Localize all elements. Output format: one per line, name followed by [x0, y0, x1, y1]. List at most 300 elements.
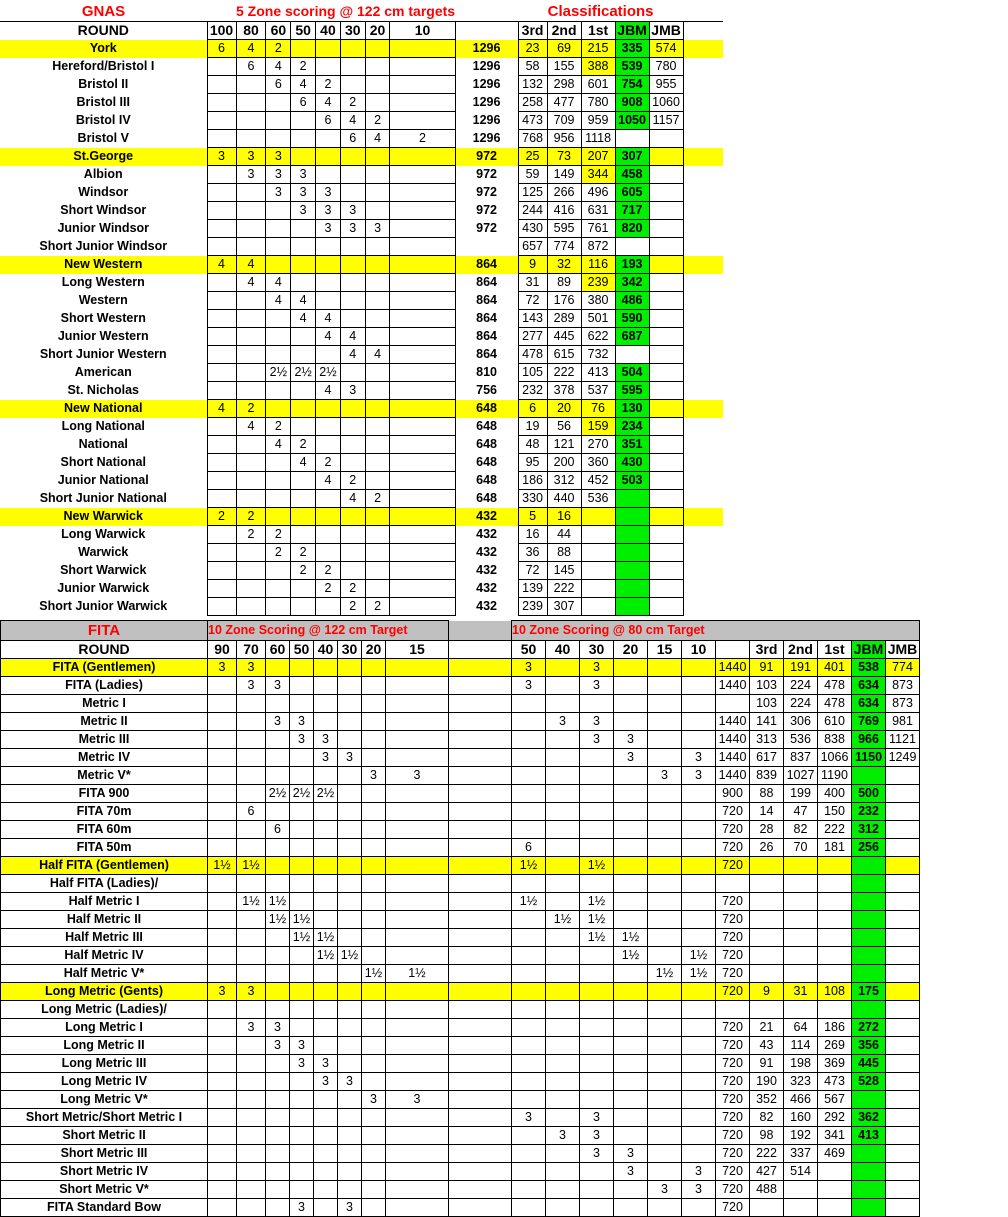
fita-cell	[580, 947, 614, 965]
fita-cell	[648, 677, 682, 695]
fita-cell	[546, 1055, 580, 1073]
fita-cell	[237, 929, 266, 947]
fita-cell	[512, 875, 546, 893]
fita-cell	[784, 1199, 818, 1217]
gnas-cell: 72	[518, 562, 547, 580]
gnas-cell: 2	[316, 454, 341, 472]
gnas-cell	[340, 40, 365, 58]
gnas-cell	[615, 346, 649, 364]
gnas-cell	[390, 562, 455, 580]
fita-cell	[648, 857, 682, 875]
fita-cell	[614, 695, 648, 713]
fita-cell: 1½	[338, 947, 362, 965]
fita-cell: 2½	[266, 785, 290, 803]
fita-cell	[362, 875, 386, 893]
round-name: New National	[0, 400, 207, 418]
round-name: Junior Western	[57, 329, 149, 343]
fita-cell	[818, 1181, 852, 1199]
gnas-cell: 657	[518, 238, 547, 256]
gnas-cell: 176	[547, 292, 581, 310]
fita-cell: 224	[784, 695, 818, 713]
fita-cell	[449, 875, 512, 893]
fita-row	[1, 713, 920, 731]
fita-cell: 720	[716, 821, 750, 839]
fita-cell	[386, 749, 449, 767]
gnas-row	[0, 436, 723, 454]
round-name: Half FITA (Gentlemen)	[1, 857, 208, 875]
gnas-cell	[390, 76, 455, 94]
gnas-cell	[316, 130, 341, 148]
gnas-org-label: GNAS	[0, 2, 207, 22]
gnas-cell: 289	[547, 310, 581, 328]
gnas-cell: 270	[581, 436, 615, 454]
fita-cell	[449, 983, 512, 1001]
fita-cell	[449, 947, 512, 965]
fita-cell	[546, 749, 580, 767]
fita-cell: 3	[237, 1019, 266, 1037]
gnas-col-header: 100	[207, 22, 236, 40]
fita-cell	[362, 1055, 386, 1073]
fita-cell: 3	[546, 1127, 580, 1145]
fita-col-header: 30	[580, 641, 614, 659]
fita-cell: 3	[266, 713, 290, 731]
round-name: Half Metric IV	[1, 947, 208, 965]
gnas-cell	[236, 364, 266, 382]
round-name: FITA Standard Bow	[1, 1199, 208, 1217]
fita-cell	[290, 1181, 314, 1199]
fita-cell	[512, 749, 546, 767]
fita-cell: 1440	[716, 659, 750, 677]
gnas-cell	[390, 328, 455, 346]
fita-cell	[886, 803, 920, 821]
gnas-cell: 139	[518, 580, 547, 598]
fita-cell	[314, 1181, 338, 1199]
fita-cell: 70	[784, 839, 818, 857]
fita-cell: 3	[290, 1037, 314, 1055]
fita-col-header: 15	[386, 641, 449, 659]
fita-col-header: 60	[266, 641, 290, 659]
fita-cell	[648, 1001, 682, 1019]
fita-cell: 1440	[716, 713, 750, 731]
gnas-cell: 648	[476, 437, 497, 451]
fita-cell	[682, 659, 716, 677]
fita-cell	[852, 1145, 886, 1163]
gnas-cell	[649, 148, 683, 166]
fita-cell	[386, 677, 449, 695]
fita-cell: 837	[784, 749, 818, 767]
gnas-cell	[649, 544, 683, 562]
gnas-cell: 388	[581, 58, 615, 76]
fita-cell: 3	[580, 1145, 614, 1163]
fita-cell	[614, 767, 648, 785]
fita-cell: 26	[750, 839, 784, 857]
fita-cell	[580, 1199, 614, 1217]
gnas-cell: 820	[615, 220, 649, 238]
gnas-col-header: 3rd	[518, 22, 547, 40]
gnas-cell	[340, 562, 365, 580]
fita-cell	[648, 659, 682, 677]
fita-col-header	[449, 641, 512, 659]
gnas-cell	[207, 598, 236, 616]
fita-cell	[362, 659, 386, 677]
gnas-cell	[365, 310, 390, 328]
gnas-row	[0, 202, 723, 220]
fita-cell: 313	[750, 731, 784, 749]
fita-cell	[648, 1199, 682, 1217]
round-name: Metric IV	[1, 749, 208, 767]
gnas-cell	[649, 472, 683, 490]
gnas-cell: 4	[291, 454, 316, 472]
gnas-col-header: 50	[291, 22, 316, 40]
fita-cell	[237, 731, 266, 749]
round-name: Short Metric V*	[1, 1181, 208, 1199]
gnas-cell: 872	[581, 238, 615, 256]
gnas-cell	[207, 544, 236, 562]
gnas-cell: 2	[365, 490, 390, 508]
fita-cell: 966	[852, 731, 886, 749]
fita-cell	[512, 1145, 546, 1163]
gnas-cell: 215	[581, 40, 615, 58]
round-name: Long Metric I	[1, 1019, 208, 1037]
gnas-cell: 445	[547, 328, 581, 346]
gnas-cell: 4	[340, 346, 365, 364]
fita-cell	[852, 1181, 886, 1199]
gnas-cell	[340, 364, 365, 382]
gnas-col-header: JMB	[649, 22, 683, 40]
fita-cell	[290, 965, 314, 983]
fita-row	[1, 929, 920, 947]
gnas-cell: 4	[340, 490, 365, 508]
fita-cell: 43	[750, 1037, 784, 1055]
fita-cell	[818, 1001, 852, 1019]
fita-cell: 720	[716, 1037, 750, 1055]
fita-cell	[386, 1199, 449, 1217]
fita-cell: 1½	[386, 965, 449, 983]
fita-cell: 873	[886, 677, 920, 695]
round-name: Short Western	[60, 311, 146, 325]
gnas-cell	[207, 310, 236, 328]
fita-row	[1, 1037, 920, 1055]
fita-cell: 720	[716, 1163, 750, 1181]
fita-cell: 478	[818, 677, 852, 695]
gnas-cell: 31	[518, 274, 547, 292]
fita-cell	[580, 1055, 614, 1073]
fita-cell: 610	[818, 713, 852, 731]
fita-cell	[338, 659, 362, 677]
fita-cell	[314, 1091, 338, 1109]
gnas-cell: 3	[291, 184, 316, 202]
fita-cell	[362, 983, 386, 1001]
fita-cell	[338, 839, 362, 857]
gnas-cell: 2	[207, 508, 236, 526]
gnas-cell	[291, 112, 316, 130]
fita-cell	[852, 1199, 886, 1217]
gnas-cell	[236, 112, 266, 130]
gnas-cell: 16	[518, 526, 547, 544]
gnas-cell: 754	[615, 76, 649, 94]
fita-cell	[614, 893, 648, 911]
gnas-cell: 1296	[455, 40, 518, 58]
fita-cell	[682, 1127, 716, 1145]
gnas-cell	[365, 184, 390, 202]
gnas-cell: 360	[581, 454, 615, 472]
gnas-cell	[365, 526, 390, 544]
round-name: Short Metric IV	[1, 1163, 208, 1181]
gnas-cell	[390, 166, 455, 184]
fita-cell	[449, 1181, 512, 1199]
fita-cell	[784, 929, 818, 947]
gnas-cell	[207, 526, 236, 544]
fita-cell	[266, 1055, 290, 1073]
gnas-cell	[340, 76, 365, 94]
round-name: Long Metric III	[1, 1055, 208, 1073]
fita-cell	[449, 839, 512, 857]
gnas-cell: 1296	[472, 95, 501, 109]
fita-cell: 150	[818, 803, 852, 821]
fita-cell	[338, 767, 362, 785]
gnas-row	[0, 580, 723, 598]
gnas-cell: 2	[316, 580, 341, 598]
fita-cell	[266, 731, 290, 749]
gnas-cell	[390, 346, 455, 364]
fita-cell	[580, 821, 614, 839]
gnas-cell	[266, 508, 291, 526]
fita-cell	[314, 1001, 338, 1019]
fita-cell: 1121	[886, 731, 920, 749]
gnas-cell: 2	[291, 58, 316, 76]
fita-cell	[818, 875, 852, 893]
fita-cell: 720	[716, 911, 750, 929]
fita-cell	[512, 1091, 546, 1109]
gnas-cell: 69	[547, 40, 581, 58]
gnas-cell: 88	[547, 544, 581, 562]
fita-cell	[648, 1073, 682, 1091]
round-name: Hereford/Bristol I	[52, 59, 155, 73]
fita-cell	[648, 803, 682, 821]
gnas-cell	[291, 256, 316, 274]
gnas-cell: 756	[476, 383, 497, 397]
gnas-cell: 3	[340, 220, 365, 238]
fita-cell: 3	[682, 1163, 716, 1181]
fita-cell	[208, 1037, 237, 1055]
gnas-cell	[291, 400, 316, 418]
fita-cell	[682, 1055, 716, 1073]
fita-cell	[750, 911, 784, 929]
gnas-cell: 20	[547, 400, 581, 418]
fita-cell: 199	[784, 785, 818, 803]
gnas-cell	[266, 562, 291, 580]
fita-cell	[614, 803, 648, 821]
fita-cell: 3	[314, 731, 338, 749]
fita-cell: 3	[682, 1181, 716, 1199]
fita-cell: 720	[716, 1073, 750, 1091]
gnas-cell: 2	[340, 598, 365, 616]
fita-cell	[546, 1163, 580, 1181]
gnas-cell: 648	[476, 491, 497, 505]
gnas-cell	[390, 184, 455, 202]
gnas-cell	[207, 436, 236, 454]
gnas-cell: 4	[207, 256, 236, 274]
fita-cell: 1½	[648, 965, 682, 983]
fita-cell	[314, 911, 338, 929]
fita-row	[1, 731, 920, 749]
fita-cell	[266, 947, 290, 965]
fita-cell	[580, 1181, 614, 1199]
gnas-cell: 458	[615, 166, 649, 184]
fita-cell	[512, 821, 546, 839]
fita-cell	[290, 749, 314, 767]
fita-cell: 47	[784, 803, 818, 821]
fita-cell	[614, 1073, 648, 1091]
fita-cell	[580, 695, 614, 713]
gnas-cell: 342	[615, 274, 649, 292]
fita-cell	[208, 1145, 237, 1163]
round-name: Junior Windsor	[57, 221, 150, 235]
fita-cell	[237, 1055, 266, 1073]
gnas-cell: 16	[547, 508, 581, 526]
gnas-cell: 4	[340, 112, 365, 130]
fita-cell	[852, 1001, 886, 1019]
gnas-cell: 4	[365, 346, 390, 364]
gnas-cell	[340, 454, 365, 472]
gnas-cell	[316, 256, 341, 274]
fita-cell: 720	[716, 1199, 750, 1217]
fita-cell	[208, 965, 237, 983]
fita-row	[1, 821, 920, 839]
fita-cell	[750, 857, 784, 875]
fita-cell	[338, 1091, 362, 1109]
fita-cell	[338, 965, 362, 983]
fita-cell: 720	[716, 947, 750, 965]
round-name: New Western	[0, 256, 207, 274]
fita-cell	[682, 1199, 716, 1217]
fita-cell: 222	[818, 821, 852, 839]
gnas-cell	[207, 184, 236, 202]
fita-cell: 981	[886, 713, 920, 731]
gnas-cell	[340, 148, 365, 166]
fita-row	[1, 1181, 920, 1199]
gnas-cell: 2	[236, 526, 266, 544]
gnas-cell	[390, 490, 455, 508]
gnas-cell	[649, 220, 683, 238]
fita-cell	[716, 875, 750, 893]
fita-cell	[338, 1181, 362, 1199]
fita-cell	[648, 875, 682, 893]
gnas-cell	[207, 130, 236, 148]
fita-col-header: ROUND	[1, 641, 208, 659]
gnas-row	[0, 382, 723, 400]
fita-cell	[512, 965, 546, 983]
fita-cell	[449, 821, 512, 839]
gnas-cell	[615, 544, 649, 562]
gnas-cell	[615, 526, 649, 544]
fita-cell	[449, 749, 512, 767]
gnas-cell: 344	[581, 166, 615, 184]
gnas-cell: 2	[266, 544, 291, 562]
fita-cell	[290, 857, 314, 875]
gnas-cell: 307	[615, 148, 649, 166]
fita-cell	[314, 1019, 338, 1037]
fita-cell	[208, 893, 237, 911]
fita-cell: 400	[818, 785, 852, 803]
gnas-row	[0, 364, 723, 382]
fita-cell	[614, 911, 648, 929]
gnas-cell: 504	[615, 364, 649, 382]
gnas-cell	[340, 166, 365, 184]
gnas-cell	[649, 346, 683, 364]
fita-cell: 3	[314, 1073, 338, 1091]
fita-cell: 3	[648, 767, 682, 785]
gnas-cell	[390, 580, 455, 598]
gnas-cell	[390, 94, 455, 112]
fita-cell: 720	[716, 1055, 750, 1073]
fita-cell	[362, 731, 386, 749]
fita-cell	[449, 929, 512, 947]
fita-cell	[386, 1109, 449, 1127]
fita-cell	[648, 731, 682, 749]
gnas-cell	[340, 184, 365, 202]
fita-cell: 900	[716, 785, 750, 803]
gnas-row	[0, 328, 723, 346]
fita-cell	[208, 677, 237, 695]
fita-cell: 838	[818, 731, 852, 749]
fita-cell	[886, 983, 920, 1001]
fita-cell	[784, 1181, 818, 1199]
gnas-cell	[236, 328, 266, 346]
gnas-cell: 2	[236, 400, 266, 418]
fita-cell	[386, 1001, 449, 1019]
fita-cell	[449, 1199, 512, 1217]
fita-cell: 3	[338, 1199, 362, 1217]
gnas-row	[0, 274, 723, 292]
fita-cell	[314, 821, 338, 839]
gnas-cell	[266, 310, 291, 328]
gnas-row	[0, 454, 723, 472]
fita-cell: 3	[614, 749, 648, 767]
fita-cell: 514	[784, 1163, 818, 1181]
gnas-cell: 430	[518, 220, 547, 238]
gnas-cell	[365, 562, 390, 580]
gnas-cell: 3	[316, 220, 341, 238]
gnas-cell	[236, 544, 266, 562]
fita-cell	[314, 767, 338, 785]
gnas-cell	[207, 346, 236, 364]
fita-cell	[237, 1145, 266, 1163]
gnas-cell	[340, 508, 365, 526]
fita-row	[1, 785, 920, 803]
fita-cell	[338, 731, 362, 749]
gnas-cell: 774	[547, 238, 581, 256]
fita-cell: 31	[784, 983, 818, 1001]
fita-cell	[546, 857, 580, 875]
fita-cell: 1½	[580, 857, 614, 875]
gnas-cell: 19	[518, 418, 547, 436]
fita-cell: 3	[580, 731, 614, 749]
gnas-cell: 9	[518, 256, 547, 274]
gnas-cell	[291, 580, 316, 598]
gnas-cell: 307	[547, 598, 581, 616]
fita-cell	[449, 659, 512, 677]
gnas-cell	[291, 40, 316, 58]
fita-cell	[266, 1181, 290, 1199]
gnas-cell	[236, 184, 266, 202]
fita-cell	[362, 1181, 386, 1199]
fita-row	[1, 749, 920, 767]
gnas-cell: 601	[581, 76, 615, 94]
fita-cell: 3	[614, 731, 648, 749]
fita-cell	[386, 893, 449, 911]
gnas-col-header: 30	[340, 22, 365, 40]
